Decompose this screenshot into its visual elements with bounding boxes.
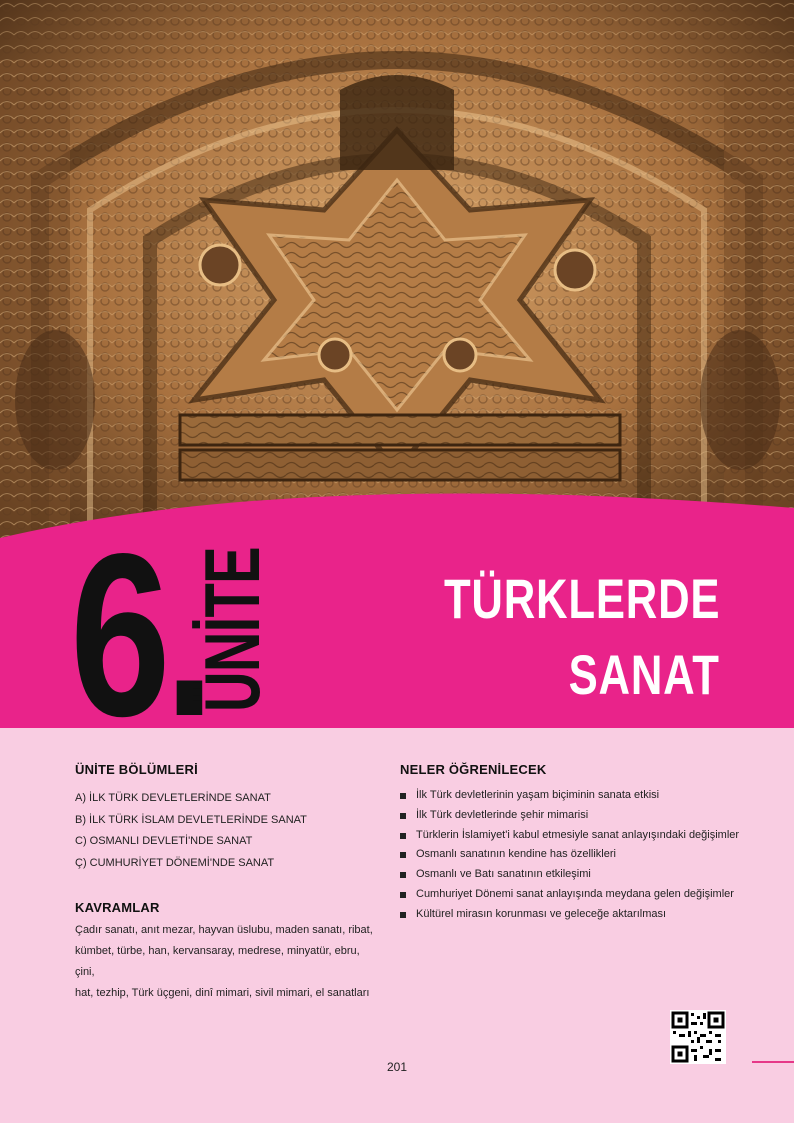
square-bullet-icon bbox=[400, 813, 406, 819]
square-bullet-icon bbox=[400, 912, 406, 918]
list-item bbox=[400, 905, 760, 925]
list-item bbox=[400, 786, 760, 806]
list-item-text: İlk Türk devletlerinin yaşam biçiminin sanata etkisi bbox=[416, 789, 660, 801]
unit-title-line-2 bbox=[526, 643, 720, 706]
concepts-line: hat, tezhip, Türk üçgeni, dinî mimari, sivil mimari, el sanatları bbox=[75, 987, 370, 999]
list-item: A) İLK TÜRK DEVLETLERİNDE SANAT bbox=[75, 792, 271, 804]
square-bullet-icon bbox=[400, 892, 406, 898]
square-bullet-icon bbox=[400, 833, 406, 839]
concepts-line: kümbet, türbe, han, kervansaray, medrese, minyatür, ebru, çini, bbox=[75, 945, 360, 978]
list-item-text: Kültürel mirasın korunması ve geleceğe aktarılması bbox=[416, 907, 667, 920]
list-item: C) OSMANLI DEVLETİ'NDE SANAT bbox=[75, 835, 253, 847]
square-bullet-icon bbox=[400, 793, 406, 799]
unit-title-line-1-text: TÜRKLERDE bbox=[443, 567, 720, 630]
carved-stone-portal-image bbox=[0, 0, 794, 560]
square-bullet-icon bbox=[400, 852, 406, 858]
list-item bbox=[400, 885, 760, 905]
qr-code-icon[interactable] bbox=[670, 1010, 726, 1064]
unit-title-line-2-text: SANAT bbox=[568, 643, 720, 706]
unit-parts-list bbox=[75, 788, 365, 874]
list-item: Ç) CUMHURİYET DÖNEMİ'NDE SANAT bbox=[75, 856, 275, 869]
list-item bbox=[400, 806, 760, 826]
unit-number: 6. bbox=[70, 506, 209, 765]
hero-image bbox=[0, 0, 794, 560]
unit-word bbox=[188, 483, 276, 712]
list-item bbox=[400, 865, 760, 885]
page-number: 201 bbox=[386, 1060, 408, 1074]
list-item bbox=[400, 845, 760, 865]
concepts-heading: KAVRAMLAR bbox=[75, 900, 160, 915]
concepts-line: Çadır sanatı, anıt mezar, hayvan üslubu, maden sanatı, ribat, bbox=[75, 924, 373, 936]
learning-heading: NELER ÖĞRENİLECEK bbox=[400, 762, 547, 777]
list-item bbox=[400, 826, 760, 846]
list-item-text: Cumhuriyet Dönemi sanat anlayışında meydana gelen değişimler bbox=[416, 887, 734, 900]
concepts-text bbox=[75, 920, 375, 1004]
list-item-text: Osmanlı sanatının kendine has özellikleri bbox=[416, 848, 616, 861]
unit-parts-heading: ÜNİTE BÖLÜMLERİ bbox=[75, 762, 198, 777]
list-item-text: İlk Türk devletlerinde şehir mimarisi bbox=[416, 808, 589, 821]
list-item-text: Osmanlı ve Batı sanatının etkileşimi bbox=[416, 868, 591, 881]
list-item: B) İLK TÜRK İSLAM DEVLETLERİNDE SANAT bbox=[75, 813, 307, 826]
qr-code-graphic bbox=[670, 1010, 726, 1064]
unit-word-text: ÜNİTE bbox=[188, 547, 276, 712]
unit-title-line-1 bbox=[366, 567, 720, 630]
list-item-text: Türklerin İslamiyet'i kabul etmesiyle sanat anlayışındaki değişimler bbox=[416, 828, 740, 841]
learning-list bbox=[400, 786, 760, 925]
square-bullet-icon bbox=[400, 872, 406, 878]
